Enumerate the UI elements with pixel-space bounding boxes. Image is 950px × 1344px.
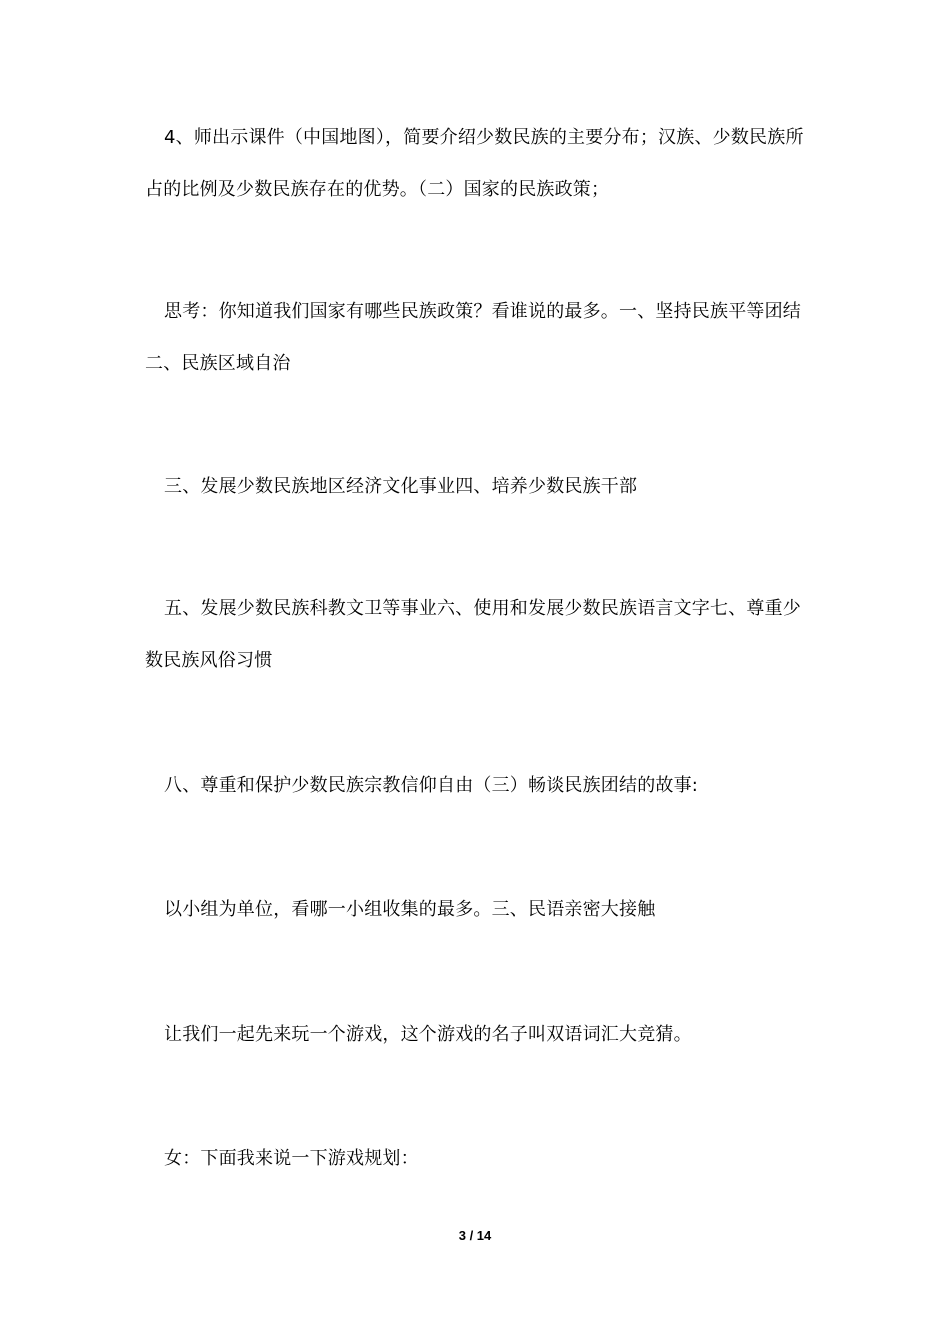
page-number: 3 / 14 <box>458 1228 492 1243</box>
paragraph-group-collection: 以小组为单位，看哪一小组收集的最多。三、民语亲密大接触 <box>164 899 656 920</box>
paragraph-game-rules: 女：下面我来说一下游戏规划： <box>164 1148 419 1169</box>
paragraph-ethnic-policy-question: 思考：你知道我们国家有哪些民族政策？看谁说的最多。一、坚持民族平等团结二、民族区域自治 <box>145 301 801 374</box>
paragraph-minority-distribution: 4、师出示课件（中国地图），简要介绍少数民族的主要分布；汉族、少数民族所占的比例及少数民族存在的优势。（二）国家的民族政策； <box>145 127 804 200</box>
paragraph-religious-freedom: 八、尊重和保护少数民族宗教信仰自由（三）畅谈民族团结的故事: <box>164 775 699 796</box>
paragraph-economic-development: 三、发展少数民族地区经济文化事业四、培养少数民族干部 <box>164 476 638 497</box>
paragraph-bilingual-game: 让我们一起先来玩一个游戏，这个游戏的名子叫双语词汇大竞猜。 <box>164 1024 692 1045</box>
paragraph-education-language: 五、发展少数民族科教文卫等事业六、使用和发展少数民族语言文字七、尊重少数民族风俗习惯 <box>145 598 801 671</box>
